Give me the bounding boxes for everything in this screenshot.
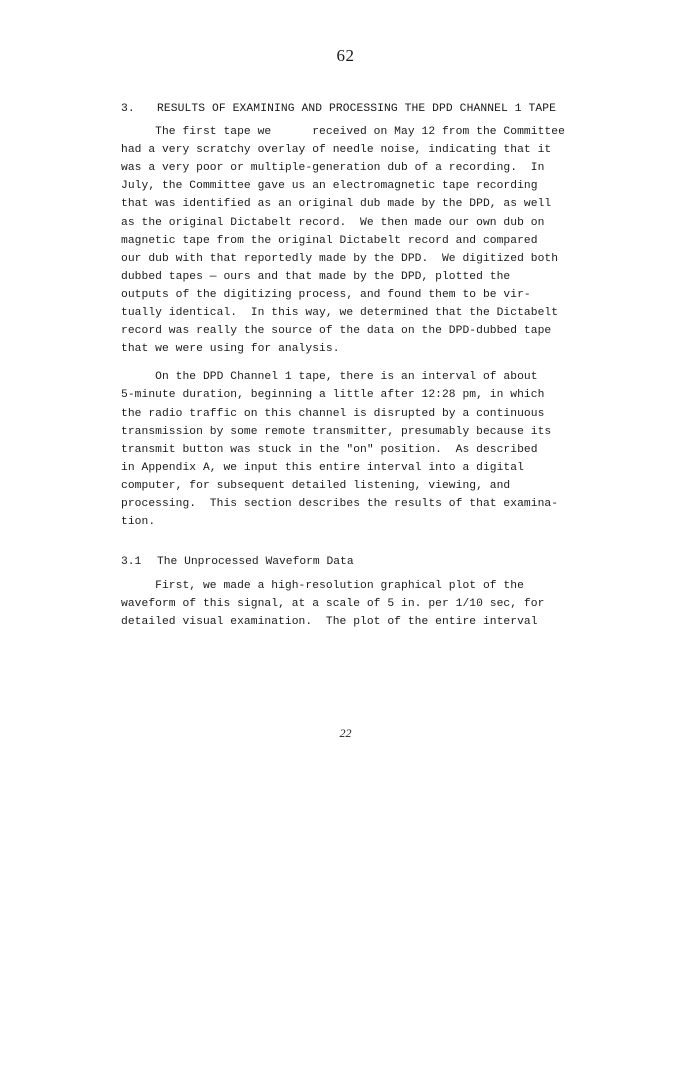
text-line: was a very poor or multiple-generation dub of a recording. In (121, 162, 545, 175)
text-line: that we were using for analysis. (121, 343, 340, 356)
document-body (121, 100, 591, 642)
text-line: tion. (121, 516, 156, 529)
text-line: July, the Committee gave us an electromagnetic tape recording (121, 180, 538, 193)
text-line: had a very scratchy overlay of needle noise, indicating that it (121, 144, 552, 157)
text-line: that was identified as an original dub made by the DPD, as well (121, 198, 552, 211)
page-number-bottom: 22 (339, 726, 352, 740)
text-line: processing. This section describes the results of that examina- (121, 497, 559, 510)
text-line: as the original Dictabelt record. We then made our own dub on (121, 216, 545, 229)
page-number-top: 62 (336, 46, 355, 65)
text-line: 5-minute duration, beginning a little after 12:28 pm, in which (121, 389, 545, 402)
subsection-title: The Unprocessed Waveform Data (157, 556, 354, 569)
text-line: dubbed tapes — ours and that made by the DPD, plotted the (121, 270, 511, 283)
text-line: First, we made a high-resolution graphical plot of the (121, 580, 524, 593)
text-line: record was really the source of the data on the DPD-dubbed tape (121, 325, 552, 338)
section-number: 3. (121, 103, 135, 115)
text-line: computer, for subsequent detailed listening, viewing, and (121, 479, 511, 492)
text-line: our dub with that reportedly made by the DPD. We digitized both (121, 252, 559, 265)
text-line: the radio traffic on this channel is disrupted by a continuous (121, 407, 545, 420)
text-line: in Appendix A, we input this entire interval into a digital (121, 461, 524, 474)
text-line: outputs of the digitizing process, and found them to be vir- (121, 288, 531, 301)
paragraph-3 (121, 577, 591, 631)
section-title: RESULTS OF EXAMINING AND PROCESSING THE DPD CHANNEL 1 TAPE (157, 103, 556, 115)
subsection-heading (121, 553, 591, 571)
text-line: detailed visual examination. The plot of the entire interval (121, 616, 538, 629)
subsection-number: 3.1 (121, 556, 142, 569)
paragraph-2 (121, 368, 591, 531)
text-line: waveform of this signal, at a scale of 5 in. per 1/10 sec, for (121, 598, 545, 611)
text-line: transmission by some remote transmitter, presumably because its (121, 425, 552, 438)
text-line: On the DPD Channel 1 tape, there is an interval of about (121, 371, 538, 384)
text-line: tually identical. In this way, we determined that the Dictabelt (121, 307, 559, 320)
text-line: transmit button was stuck in the "on" position. As described (121, 443, 538, 456)
section-heading (121, 100, 591, 118)
text-line: The first tape we received on May 12 from the Committee (121, 126, 565, 139)
paragraph-1 (121, 123, 591, 358)
text-line: magnetic tape from the original Dictabelt record and compared (121, 234, 538, 247)
